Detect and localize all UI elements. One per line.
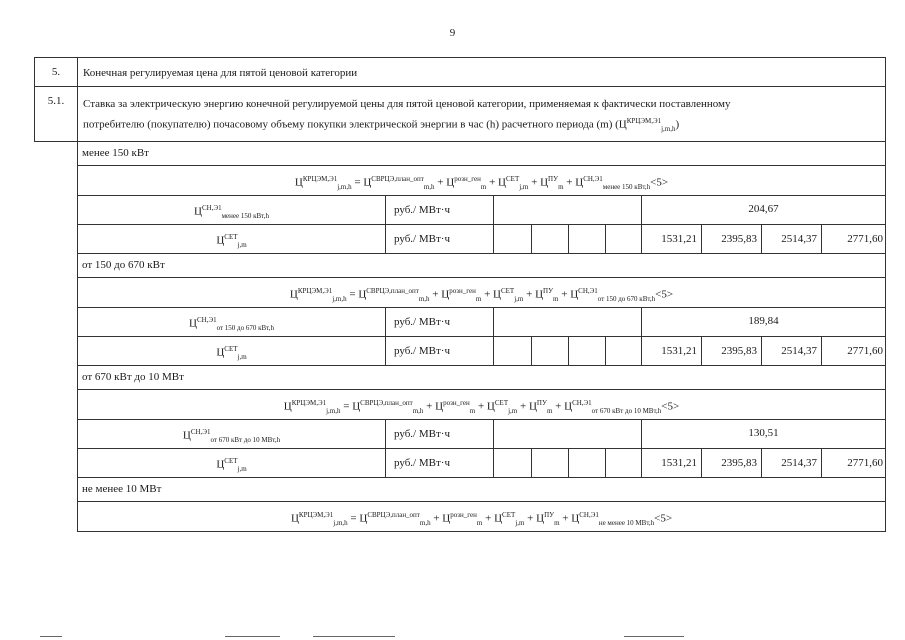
set-value-2: 2395,83 (702, 225, 762, 253)
set-symbol: $Ц^{СЕТ}_{j,m}$ (78, 337, 386, 365)
section-row (34, 57, 886, 87)
formula-row (77, 502, 886, 532)
formula-row (77, 390, 886, 420)
price-table (34, 57, 886, 532)
sn-symbol: $Ц^{СН,Э1}_{от 670 кВт до 10 МВт,h}$ (78, 420, 386, 448)
band-label: не менее 10 МВт (82, 483, 162, 495)
set-tariff-row (77, 225, 886, 254)
unit-cell: руб./ МВт·ч (386, 196, 494, 224)
empty-cell (494, 308, 642, 336)
sn-symbol: $Ц^{СН,Э1}_{от 150 до 670 кВт,h}$ (78, 308, 386, 336)
empty-cell (569, 225, 606, 253)
band-label-row (77, 366, 886, 390)
empty-cell (569, 449, 606, 477)
empty-cell (606, 449, 642, 477)
set-value-2: 2395,83 (702, 449, 762, 477)
set-value-2: 2395,83 (702, 337, 762, 365)
set-value-3: 2514,37 (762, 225, 822, 253)
scan-artifact-line (624, 636, 684, 637)
band-label: от 670 кВт до 10 МВт (82, 371, 184, 383)
formula-row (77, 278, 886, 308)
unit-cell: руб./ МВт·ч (386, 420, 494, 448)
band-label-row (77, 142, 886, 166)
set-value-3: 2514,37 (762, 337, 822, 365)
formula-row (77, 166, 886, 196)
empty-cell (606, 225, 642, 253)
price-formula: $Ц^{КРЦЭМ,Э1}_{j,m,h} = Ц^{СВРЦЭ,план\_опт}_{m,h} + Ц^{розн\_ген}_m + Ц^{СЕТ}_{j,m} + Ц^{ПУ}_m + Ц^{СН,Э1}_{от 150 до 670 кВт,h}<5>$ (289, 287, 674, 303)
scan-artifact-line (225, 636, 280, 637)
sn-tariff-row (77, 196, 886, 225)
scan-artifact-line (40, 636, 62, 637)
sn-value: 189,84 (748, 315, 779, 327)
band-label-row (77, 254, 886, 278)
unit-cell: руб./ МВт·ч (386, 337, 494, 365)
empty-cell (494, 337, 532, 365)
price-formula: $Ц^{КРЦЭМ,Э1}_{j,m,h} = Ц^{СВРЦЭ,план\_опт}_{m,h} + Ц^{розн\_ген}_m + Ц^{СЕТ}_{j,m} + Ц^{ПУ}_m + Ц^{СН,Э1}_{от 670 кВт до 10 МВт,h}<5>$ (283, 399, 680, 415)
sn-value: 130,51 (748, 427, 779, 439)
price-formula: $Ц^{КРЦЭМ,Э1}_{j,m,h} = Ц^{СВРЦЭ,план\_опт}_{m,h} + Ц^{розн\_ген}_m + Ц^{СЕТ}_{j,m} + Ц^{ПУ}_m + Ц^{СН,Э1}_{менее 150 кВт,h}<5>$ (294, 175, 669, 191)
empty-cell (532, 225, 569, 253)
section-number: 5. (35, 58, 78, 86)
set-value-4: 2771,60 (847, 457, 883, 469)
unit-cell: руб./ МВт·ч (386, 308, 494, 336)
price-formula: $Ц^{КРЦЭМ,Э1}_{j,m,h} = Ц^{СВРЦЭ,план\_опт}_{m,h} + Ц^{розн\_ген}_m + Ц^{СЕТ}_{j,m} + Ц^{ПУ}_m + Ц^{СН,Э1}_{не менее 10 МВт,h}<5>$ (290, 511, 673, 527)
empty-cell (494, 225, 532, 253)
set-value-1: 1531,21 (642, 225, 702, 253)
subsection-text-line1: Ставка за электрическую энергию конечной регулируемой цены для пятой ценовой категории, применяемая к фактически поставленному (83, 98, 731, 110)
empty-cell (569, 337, 606, 365)
set-value-4: 2771,60 (847, 233, 883, 245)
unit-cell: руб./ МВт·ч (386, 449, 494, 477)
set-value-4: 2771,60 (847, 345, 883, 357)
set-value-3: 2514,37 (762, 449, 822, 477)
sn-tariff-row (77, 308, 886, 337)
sn-tariff-row (77, 420, 886, 449)
empty-cell (532, 449, 569, 477)
band-label-row (77, 478, 886, 502)
subsection-text (83, 96, 881, 138)
empty-cell (532, 337, 569, 365)
empty-cell (494, 420, 642, 448)
scan-artifact-line (313, 636, 395, 637)
band-label: менее 150 кВт (82, 147, 149, 159)
unit-cell: руб./ МВт·ч (386, 225, 494, 253)
section-title: Конечная регулируемая цена для пятой ценовой категории (83, 67, 358, 79)
set-symbol: $Ц^{СЕТ}_{j,m}$ (78, 225, 386, 253)
subsection-row (34, 87, 886, 142)
subsection-number: 5.1. (35, 87, 78, 141)
set-value-1: 1531,21 (642, 449, 702, 477)
empty-cell (606, 337, 642, 365)
sn-symbol: $Ц^{СН,Э1}_{менее 150 кВт,h}$ (78, 196, 386, 224)
set-symbol: $Ц^{СЕТ}_{j,m}$ (78, 449, 386, 477)
empty-cell (494, 449, 532, 477)
subsection-text-line2: потребителю (покупателю) почасовому объему покупки электрической энергии в час (h) расчетного периода (m) $(Ц^{КРЦЭМ,Э1}_{j,m,h})$ (83, 117, 680, 133)
band-label: от 150 до 670 кВт (82, 259, 165, 271)
set-value-1: 1531,21 (642, 337, 702, 365)
set-tariff-row (77, 337, 886, 366)
sn-value: 204,67 (748, 203, 779, 215)
set-tariff-row (77, 449, 886, 478)
empty-cell (494, 196, 642, 224)
page-number: 9 (449, 27, 456, 39)
